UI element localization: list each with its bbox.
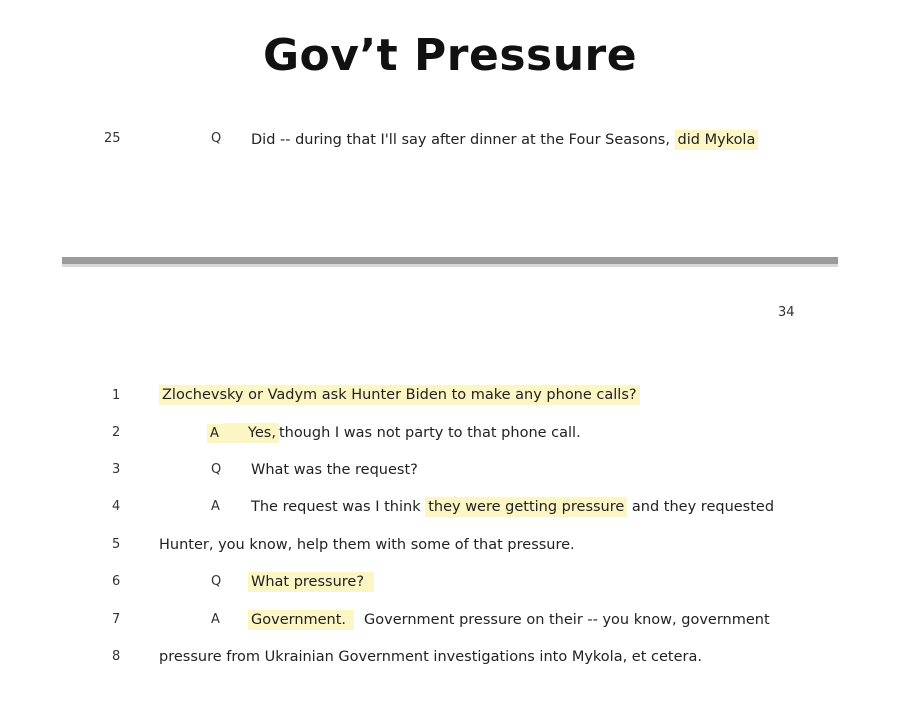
line-text: Did -- during that I'll say after dinner at the Four Seasons, (251, 132, 675, 148)
line-number: 6 (112, 574, 121, 589)
speaker-label: A (211, 612, 220, 627)
transcript-line (248, 570, 374, 594)
speaker-label: Q (211, 574, 222, 589)
line-text: pressure from Ukrainian Government investigations into Mykola, et cetera. (159, 649, 702, 665)
line-text: and they requested (627, 499, 775, 515)
highlighted-text: Government. (248, 610, 354, 630)
transcript-line (251, 458, 418, 482)
line-number: 3 (112, 462, 121, 477)
speaker-label: Q (211, 131, 222, 146)
line-number: 2 (112, 425, 121, 440)
transcript-line (207, 421, 581, 445)
line-text: though I was not party to that phone call. (278, 425, 581, 441)
line-text: Government pressure on their -- you know, government (364, 612, 770, 628)
line-text: What was the request? (251, 462, 418, 478)
transcript-line (159, 383, 640, 407)
highlighted-text: did Mykola (675, 130, 759, 150)
line-number: 4 (112, 499, 121, 514)
line-text: The request was I think (251, 499, 426, 515)
line-number: 8 (112, 649, 121, 664)
speaker-label: Q (211, 462, 222, 477)
transcript-line (159, 645, 702, 669)
line-number: 5 (112, 537, 121, 552)
highlighted-text: What pressure? (248, 572, 374, 592)
speaker-label: A (211, 499, 220, 514)
transcript-line (251, 128, 758, 152)
line-number: 1 (112, 388, 121, 403)
highlighted-text: Yes, (222, 423, 279, 443)
page-break-divider (62, 257, 838, 264)
page-number: 34 (778, 305, 795, 320)
highlighted-text: Zlochevsky or Vadym ask Hunter Biden to make any phone calls? (159, 385, 640, 405)
line-number: 7 (112, 612, 121, 627)
transcript-line (159, 533, 575, 557)
highlighted-text: they were getting pressure (425, 497, 627, 517)
transcript-line (248, 608, 770, 632)
slide-title: Gov’t Pressure (262, 30, 638, 81)
line-text: Hunter, you know, help them with some of that pressure. (159, 537, 575, 553)
page-break-divider-shadow (62, 264, 838, 267)
transcript-line (251, 495, 774, 519)
speaker-label: A (207, 424, 222, 443)
line-number: 25 (104, 131, 121, 146)
